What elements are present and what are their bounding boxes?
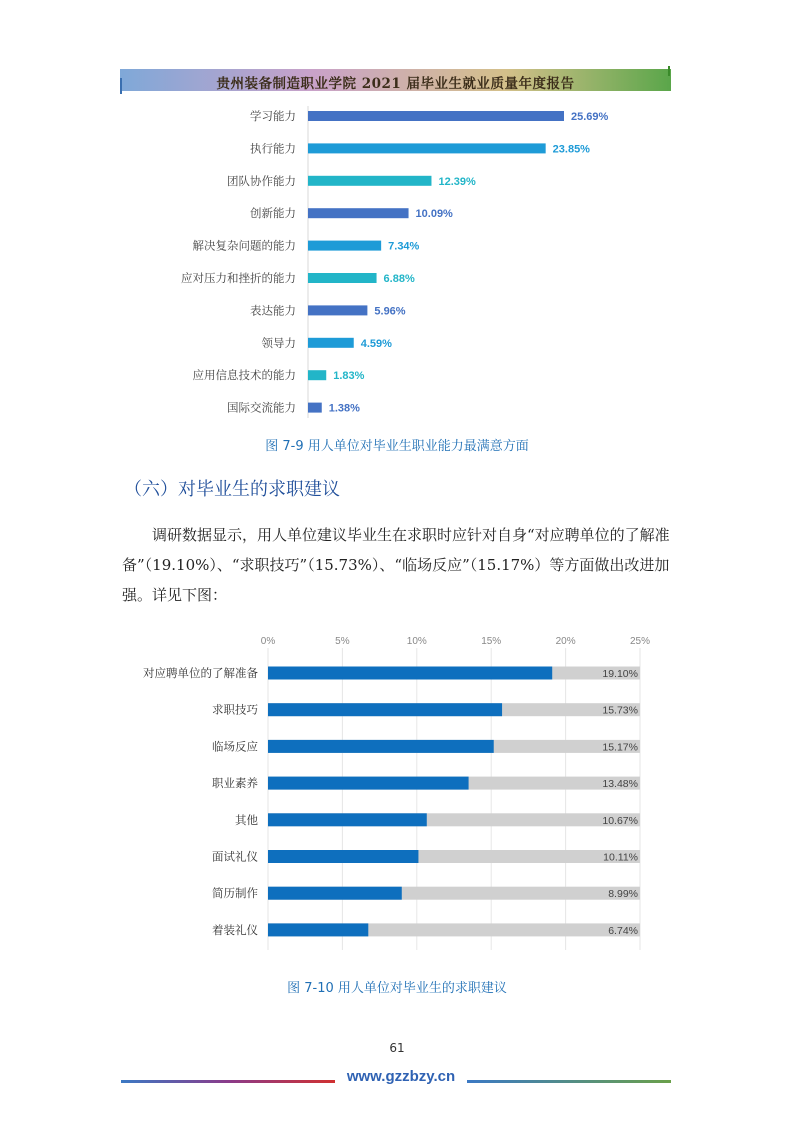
chart1-category-label: 创新能力	[250, 206, 296, 221]
chart2-tick-label: 15%	[481, 636, 502, 647]
chart1-value-label: 1.83%	[333, 370, 365, 383]
chart1-value-label: 4.59%	[360, 337, 392, 350]
chart1-bar	[308, 338, 354, 348]
chart1-category-label: 团队协作能力	[227, 173, 296, 188]
footer-url[interactable]: www.gzzbzy.cn	[346, 1068, 456, 1085]
chart2-category-label: 临场反应	[212, 739, 258, 754]
chart1-category-label: 表达能力	[250, 303, 296, 318]
chart2-value-label: 13.48%	[602, 778, 638, 791]
chart2-value-label: 10.11%	[603, 851, 638, 864]
chart2-category-label: 其他	[235, 812, 258, 827]
chart2-category-label: 面试礼仪	[212, 849, 258, 864]
chart2-value-label: 15.73%	[602, 704, 638, 717]
chart2-tick-label: 0%	[260, 636, 276, 647]
chart2-bar	[268, 813, 427, 826]
chart2-category-label: 简历制作	[212, 886, 258, 901]
chart1-value-label: 12.39%	[438, 175, 476, 188]
chart2-bar	[268, 923, 368, 936]
chart2-value-label: 8.99%	[608, 888, 638, 901]
chart2-value-label: 15.17%	[602, 741, 638, 754]
chart2-category-label: 着装礼仪	[212, 922, 258, 937]
chart2-category-label: 职业素养	[212, 776, 258, 791]
chart2-bar	[268, 850, 418, 863]
chart1-value-label: 23.85%	[552, 143, 590, 156]
page-number: 61	[389, 1041, 405, 1055]
chart2-value-label: 19.10%	[602, 668, 638, 680]
chart1-value-label: 6.88%	[383, 273, 415, 285]
chart2-bar	[268, 667, 552, 680]
chart1-bar	[308, 370, 326, 380]
chart1-category-label: 应用信息技术的能力	[192, 368, 296, 383]
chart1-bar	[308, 305, 367, 315]
chart1-category-label: 解决复杂问题的能力	[192, 238, 296, 253]
chart2-tick-label: 5%	[335, 636, 350, 647]
chart1-value-label: 1.38%	[328, 402, 360, 415]
chart1-category-label: 领导力	[261, 335, 296, 350]
chart2-tick-label: 25%	[629, 636, 651, 647]
chart1-category-label: 学习能力	[250, 109, 296, 123]
chart1-bar	[308, 241, 381, 251]
chart1-bar	[308, 143, 546, 153]
chart2-bar	[268, 703, 502, 716]
chart1-value-label: 25.69%	[571, 111, 609, 123]
chart1-value-label: 7.34%	[388, 240, 420, 253]
header-title: 贵州装备制造职业学院 2021 届毕业生就业质量年度报告	[216, 76, 575, 92]
chart-competency-satisfaction	[0, 100, 794, 430]
chart1-bar	[308, 208, 409, 218]
section-heading: （六）对毕业生的求职建议	[124, 479, 340, 500]
chart2-bar	[268, 887, 402, 900]
footer-line-right	[467, 1080, 671, 1083]
chart1-bar	[308, 176, 431, 186]
footer-line-left	[121, 1080, 335, 1083]
chart2-value-label: 6.74%	[608, 924, 638, 937]
chart-job-seeking-advice	[0, 628, 794, 958]
chart1-category-label: 国际交流能力	[227, 400, 296, 415]
figure2-caption: 图 7-10 用人单位对毕业生的求职建议	[287, 981, 507, 996]
body-paragraph: 调研数据显示，用人单位建议毕业生在求职时应针对自身“对应聘单位的了解准备”（19.10%）、“求职技巧”（15.73%）、“临场反应”（15.17%）等方面做出改进加强。详见下图：	[122, 526, 670, 604]
figure1-caption: 图 7-9 用人单位对毕业生职业能力最满意方面	[265, 439, 529, 454]
chart2-bar	[268, 740, 494, 753]
chart2-category-label: 求职技巧	[212, 702, 258, 717]
chart1-bar	[308, 273, 377, 283]
chart1-value-label: 10.09%	[415, 208, 453, 221]
chart1-bar	[308, 403, 322, 413]
chart2-value-label: 10.67%	[602, 814, 638, 827]
chart2-bar	[268, 777, 469, 790]
chart2-category-label: 对应聘单位的了解准备	[143, 666, 258, 680]
chart1-value-label: 5.96%	[374, 305, 406, 318]
chart2-tick-label: 10%	[406, 636, 427, 647]
chart1-bar	[308, 111, 564, 121]
chart1-category-label: 执行能力	[250, 141, 296, 156]
chart1-category-label: 应对压力和挫折的能力	[181, 271, 296, 285]
chart2-tick-label: 20%	[555, 636, 576, 647]
